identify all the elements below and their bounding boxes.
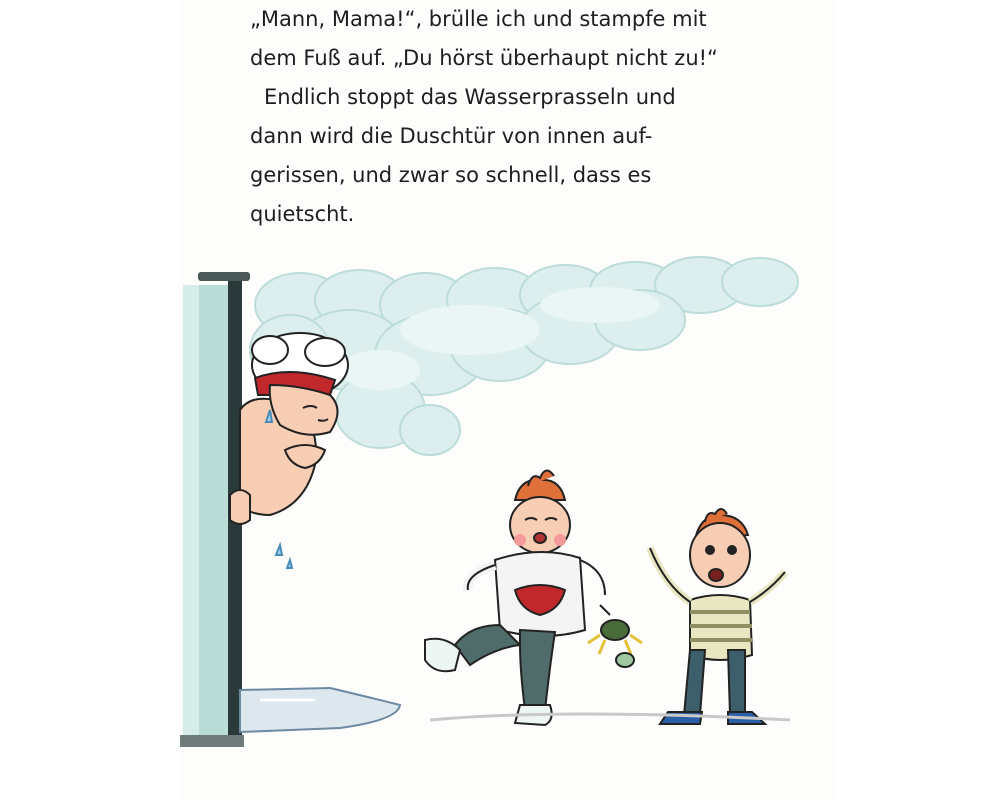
angry-boy xyxy=(425,470,605,725)
mother-in-shower xyxy=(230,333,348,568)
story-line: quietscht. xyxy=(250,202,355,226)
surprised-boy xyxy=(650,509,785,724)
story-line: gerissen, und zwar so schnell, dass es xyxy=(250,163,652,187)
story-line: Endlich stoppt das Wasserprasseln und xyxy=(264,85,676,109)
toy-frog xyxy=(588,605,642,667)
story-line: „Mann, Mama!“, brülle ich und stampfe mit xyxy=(250,7,707,31)
story-line: dann wird die Duschtür von innen auf- xyxy=(250,124,653,148)
story-line: dem Fuß auf. „Du hörst überhaupt nicht zu!“ xyxy=(250,46,718,70)
water-puddle xyxy=(240,688,400,732)
